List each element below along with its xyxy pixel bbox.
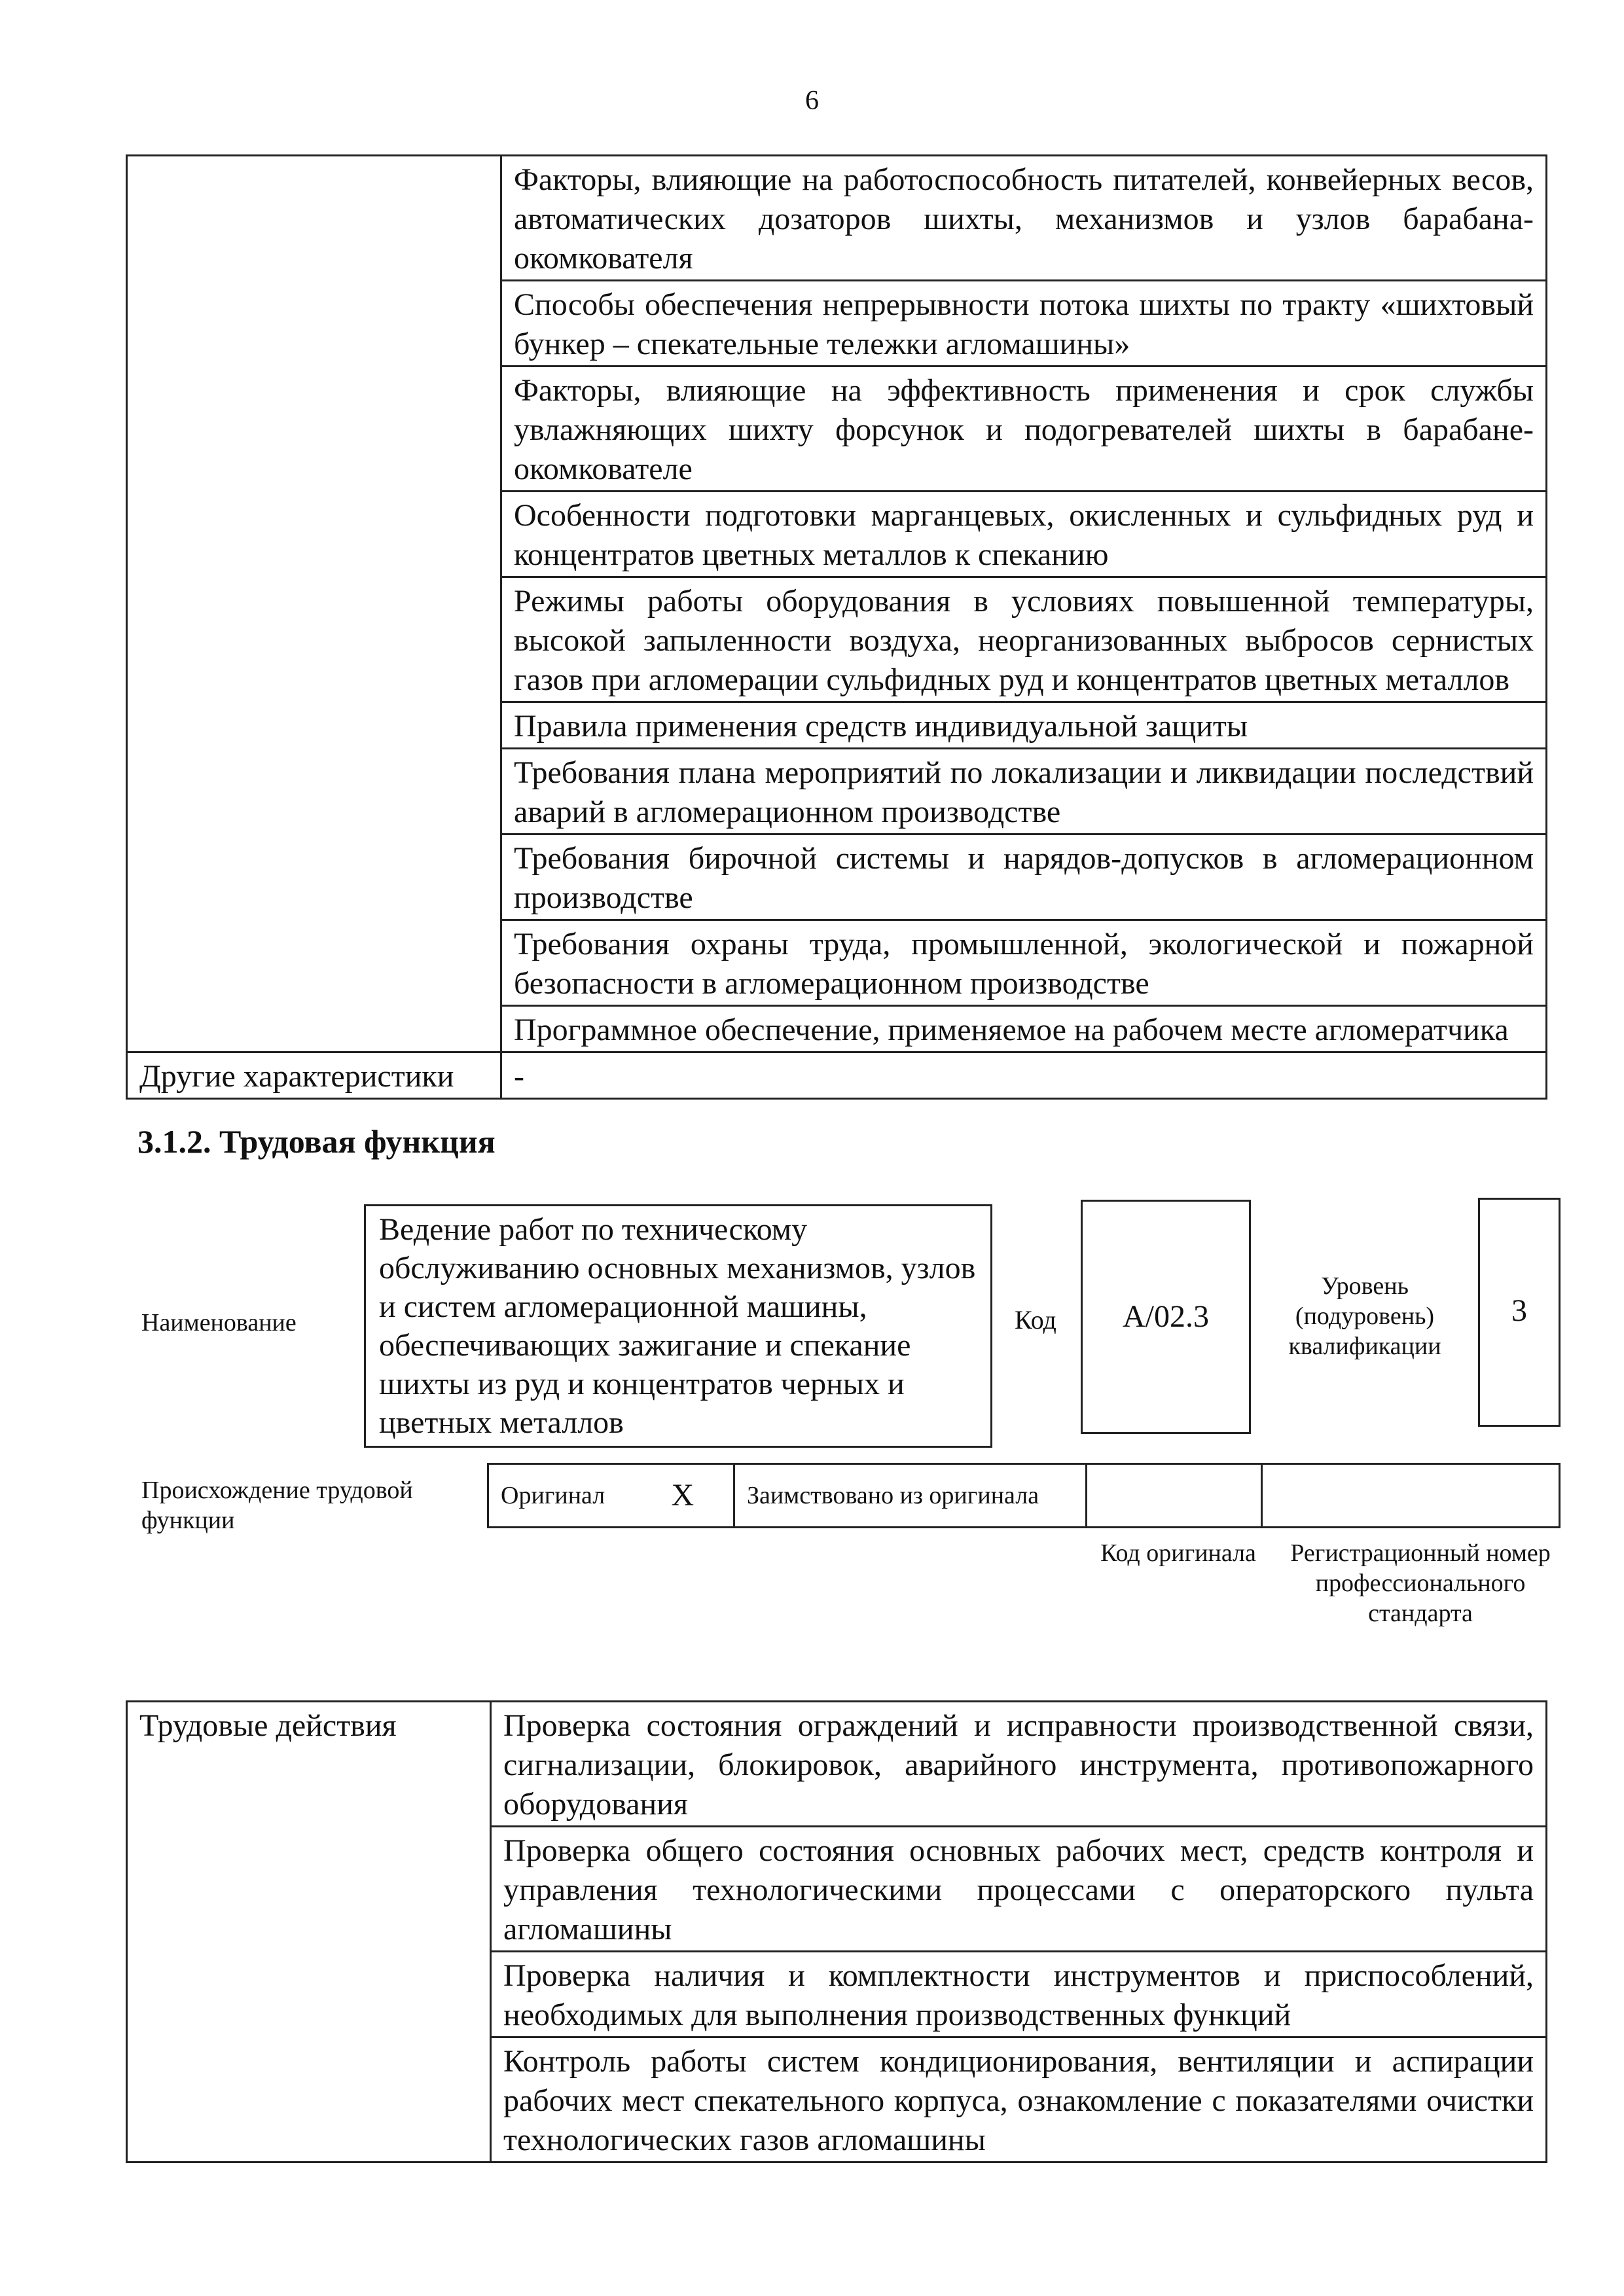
original-mark: X [660, 1464, 734, 1528]
original-label: Оригинал [488, 1464, 660, 1528]
labor-actions-label: Трудовые действия [127, 1702, 491, 2162]
knowledge-item: Требования плана мероприятий по локализации и ликвидации последствий аварий в агломерационном производстве [501, 749, 1547, 834]
origin-label: Происхождение трудовой функции [141, 1477, 413, 1534]
qualification-level-label: Уровень (подуровень) квалификации [1288, 1272, 1441, 1360]
knowledge-item: Особенности подготовки марганцевых, окисленных и сульфидных руд и концентратов цветных металлов к спеканию [501, 492, 1547, 577]
knowledge-item: Способы обеспечения непрерывности потока шихты по тракту «шихтовый бункер – спекательные тележки агломашины» [501, 281, 1547, 367]
registration-number-caption: Регистрационный номер профессионального стандарта [1290, 1539, 1551, 1627]
table-row [127, 156, 1547, 281]
labor-actions-table [126, 1700, 1547, 2163]
section-title: 3.1.2. Трудовая функция [137, 1123, 496, 1160]
labor-action-item: Проверка состояния ограждений и исправности производственной связи, сигнализации, блокировок, аварийного инструмента, противопожарного оборудования [491, 1702, 1547, 1827]
labor-action-item: Контроль работы систем кондиционирования, вентиляции и аспирации рабочих мест спекательного корпуса, ознакомление с показателями очистки технологических газов агломашины [491, 2037, 1547, 2162]
knowledge-item: Программное обеспечение, применяемое на рабочем месте агломератчика [501, 1006, 1547, 1052]
knowledge-table [126, 154, 1547, 1100]
original-code-cell [1087, 1464, 1262, 1528]
code-label: Код [1015, 1305, 1056, 1335]
origin-table [487, 1463, 1561, 1528]
borrowed-label: Заимствовано из оригинала [734, 1464, 1087, 1528]
knowledge-item: Требования охраны труда, промышленной, экологической и пожарной безопасности в агломерационном производстве [501, 920, 1547, 1006]
other-characteristics-label: Другие характеристики [127, 1052, 501, 1099]
registration-number-cell [1262, 1464, 1560, 1528]
knowledge-item: Режимы работы оборудования в условиях повышенной температуры, высокой запыленности воздуха, неорганизованных выбросов сернистых газов при агломерации сульфидных руд и концентратов цветных металлов [501, 577, 1547, 702]
qualification-level-box: 3 [1478, 1198, 1561, 1427]
name-label: Наименование [141, 1309, 297, 1336]
function-code-box: А/02.3 [1081, 1200, 1251, 1434]
labor-action-item: Проверка общего состояния основных рабочих мест, средств контроля и управления технологическими процессами с операторского пульта агломашины [491, 1827, 1547, 1952]
original-code-caption: Код оригинала [1100, 1539, 1256, 1567]
labor-action-item: Проверка наличия и комплектности инструментов и приспособлений, необходимых для выполнения производственных функций [491, 1952, 1547, 2037]
label-cell-empty [127, 156, 501, 1052]
table-row [127, 1702, 1547, 1827]
knowledge-item: Факторы, влияющие на работоспособность питателей, конвейерных весов, автоматических дозаторов шихты, механизмов и узлов барабана-окомкователя [501, 156, 1547, 281]
knowledge-item: Факторы, влияющие на эффективность применения и срок службы увлажняющих шихту форсунок и подогревателей шихты в барабане-окомкователе [501, 367, 1547, 492]
knowledge-item: Правила применения средств индивидуальной защиты [501, 702, 1547, 749]
table-row [127, 1052, 1547, 1099]
table-row [488, 1464, 1560, 1528]
function-name-box: Ведение работ по техническому обслуживанию основных механизмов, узлов и систем агломерационной машины, обеспечивающих зажигание и спекание шихты из руд и концентратов черных и цветных металлов [364, 1204, 992, 1448]
knowledge-item: Требования бирочной системы и нарядов-допусков в агломерационном производстве [501, 834, 1547, 920]
other-characteristics-value: - [501, 1052, 1547, 1099]
page-number: 6 [805, 86, 819, 116]
